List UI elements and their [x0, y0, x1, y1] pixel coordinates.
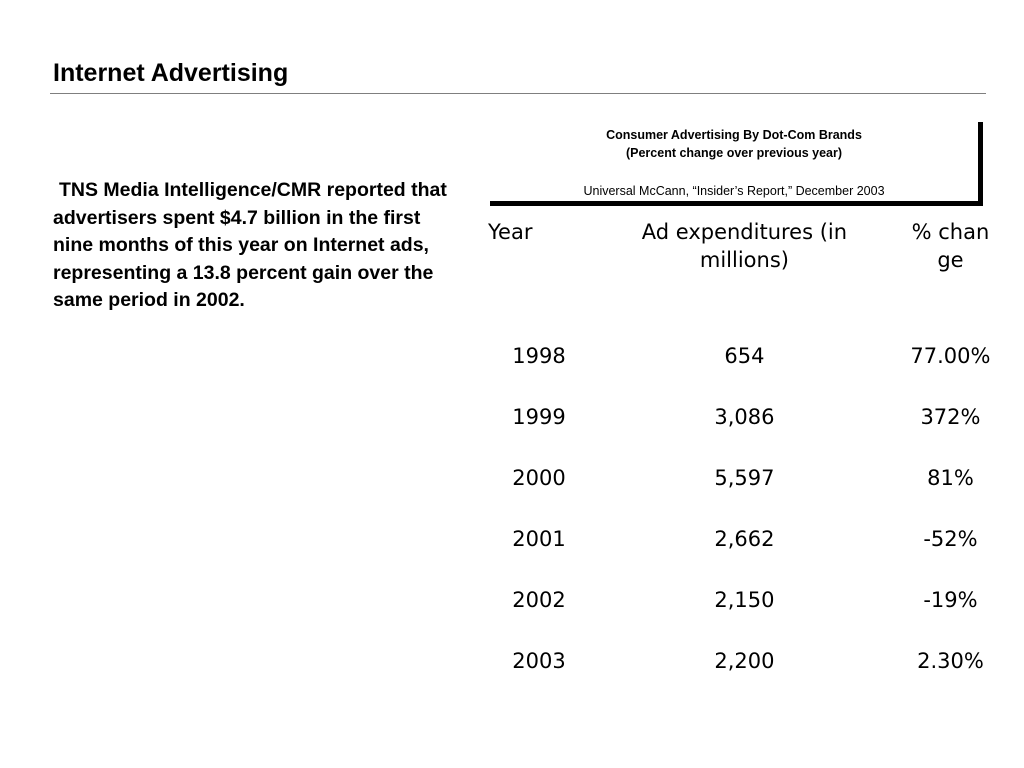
table-row	[480, 614, 1010, 675]
cell-year: 2002	[512, 588, 566, 612]
table-row	[480, 492, 1010, 553]
table-row	[480, 553, 1010, 614]
cell-amount: 2,150	[714, 588, 775, 612]
cell-year: 2003	[512, 649, 566, 673]
table-row	[480, 431, 1010, 492]
table-header-row	[480, 218, 1010, 304]
cell-year: 1999	[512, 405, 566, 429]
source-subtitle: (Percent change over previous year)	[625, 146, 843, 160]
table-row	[480, 304, 1010, 370]
cell-year: 1998	[512, 344, 566, 368]
cell-amount: 654	[724, 344, 765, 368]
header-ad-expenditures: Ad expenditures (in millions)	[641, 220, 848, 272]
cell-amount: 3,086	[714, 405, 775, 429]
cell-change: -19%	[923, 588, 978, 612]
body-text: TNS Media Intelligence/CMR reported that advertisers spent $4.7 billion in the first nine months of this year on Internet ads, representing a 13.8 percent gain over the same period in 2002.	[53, 179, 447, 311]
source-title: Consumer Advertising By Dot-Com Brands	[606, 128, 862, 142]
slide-title: Internet Advertising	[53, 59, 289, 87]
cell-change: 372%	[920, 405, 981, 429]
title-divider	[50, 93, 986, 94]
source-box	[490, 122, 983, 206]
cell-amount: 2,662	[714, 527, 775, 551]
cell-change: 2.30%	[917, 649, 984, 673]
cell-year: 2001	[512, 527, 566, 551]
cell-change	[891, 304, 1010, 370]
header-year: Year	[488, 220, 533, 244]
cell-year: 2000	[512, 466, 566, 490]
header-percent-change	[891, 218, 1010, 304]
table-row	[480, 370, 1010, 431]
source-citation: Universal McCann, “Insider’s Report,” December 2003	[583, 184, 885, 198]
cell-change-value: 77.00%	[910, 344, 991, 368]
cell-change: -52%	[923, 527, 978, 551]
header-percent-change-label: % change	[911, 220, 990, 272]
expenditure-table	[480, 218, 1010, 675]
cell-amount: 2,200	[714, 649, 775, 673]
cell-change: 81%	[927, 466, 974, 490]
cell-amount: 5,597	[714, 466, 775, 490]
